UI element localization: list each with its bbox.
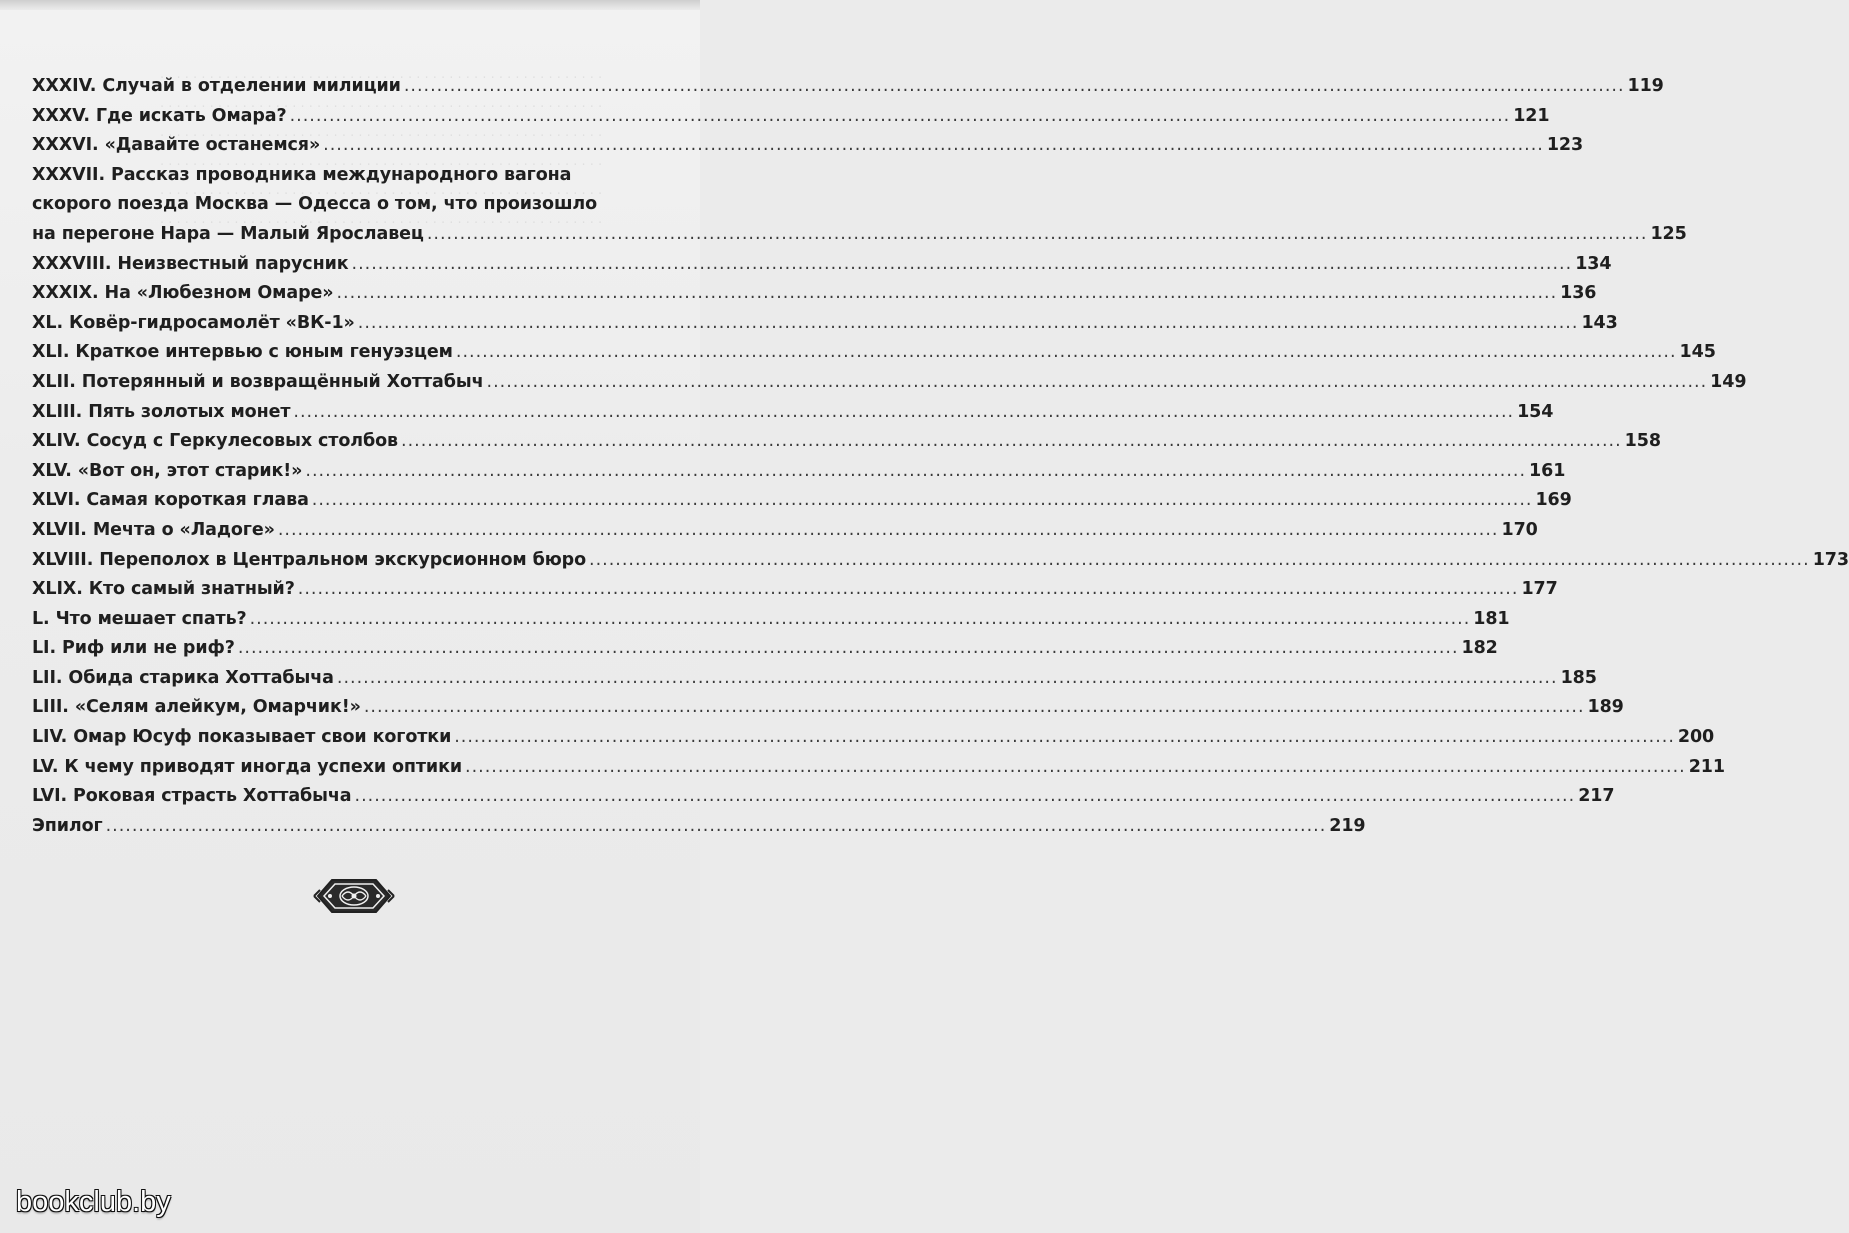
toc-dot-leader [358, 309, 1579, 339]
toc-entry [32, 72, 1664, 102]
toc-dot-leader [278, 516, 1499, 546]
toc-dot-leader [589, 546, 1810, 576]
toc-entry [32, 693, 1624, 723]
toc-page-number: 125 [1650, 223, 1687, 244]
toc-entry-last-line [32, 753, 1725, 783]
toc-entry [32, 664, 1597, 694]
toc-dot-leader [454, 723, 1675, 753]
toc-entry [32, 338, 1716, 368]
toc-entry [32, 279, 1597, 309]
toc-entry-last-line [32, 398, 1554, 428]
toc-page-number: 185 [1560, 667, 1597, 688]
toc-dot-leader [352, 250, 1573, 280]
toc-dot-leader [290, 102, 1511, 132]
toc-page-number: 219 [1329, 815, 1366, 836]
toc-entry-title: XXXIV. Случай в отделении милиции [32, 76, 401, 96]
toc-entry [32, 575, 1558, 605]
toc-page-number: 145 [1679, 342, 1716, 363]
toc-entry [32, 723, 1715, 753]
toc-page-number: 177 [1521, 579, 1558, 600]
toc-entry-last-line [32, 634, 1498, 664]
toc-entry-title-line: XXXVII. Рассказ проводника международного вагона [32, 164, 572, 185]
toc-page-number: 136 [1560, 283, 1597, 304]
toc-dot-leader [364, 693, 1585, 723]
show-through-text: . . . . . . . . . . . . . . . . . . . . . . . . . . . . . . . . . . . . . . . . . . . . . . . . . . . . . . . . . . . . . . . . . . . . . . . . . . . . . . . . . . . . . . . . . . . . . . . . . . . . . . . . . . . . . . . . . . . . . . . . . . . . . . . . . . . . . . . . . . . . . . . . . . . . . . . . . . . . . . . . . . . . . . . . . . . . . . . . . . . . . . . . . . . . . . . . . . . . . . . . . . . . . . . . . . . . . . . . . . . . . . . . . . . . . . . . . . . . . . . . . . . . . . . . . . . . . . . . . . . . . . . . . . . . . . . . . . . . . . . . . . . . . . . . . . . . . . . . . . . . . . . . . . . . . . . . . . . . . . . . . . . . [160, 67, 603, 227]
toc-entry-title: XXXVIII. Неизвестный парусник [32, 253, 349, 274]
toc-entry-title: XXXVI. «Давайте останемся» [32, 135, 321, 156]
toc-page-number: 169 [1535, 490, 1572, 511]
toc-entry-title: XLIII. Пять золотых монет [32, 401, 291, 422]
toc-entry-title-line: скорого поезда Москва — Одесса о том, что произошло [32, 194, 598, 215]
toc-entry-last-line [32, 575, 1558, 605]
toc-entry-title: LII. Обида старика Хоттабыча [32, 667, 334, 688]
toc-entry-last-line [32, 220, 1687, 250]
toc-entry [32, 161, 1687, 250]
toc-dot-leader [465, 753, 1686, 783]
toc-dot-leader [312, 486, 1533, 516]
toc-entry [32, 457, 1566, 487]
toc-page-number: 119 [1627, 76, 1664, 96]
toc-page-number: 181 [1473, 608, 1510, 629]
toc-entry-title: L. Что мешает спать? [32, 608, 247, 629]
toc-entry-title: LI. Риф или не риф? [32, 638, 235, 659]
toc-page-number: 189 [1587, 697, 1624, 718]
toc-entry-last-line [32, 427, 1661, 457]
toc-dot-leader [427, 220, 1648, 250]
toc-entry-last-line [32, 605, 1510, 635]
toc-entry-last-line [32, 693, 1624, 723]
toc-page-number: 134 [1575, 253, 1612, 274]
toc-page-number: 173 [1812, 549, 1849, 570]
toc-entry-last-line [32, 131, 1584, 161]
toc-entry-title: XLVIII. Переполох в Центральном экскурсионном бюро [32, 549, 587, 570]
toc-entry [32, 753, 1725, 783]
toc-dot-leader [323, 131, 1544, 161]
toc-entry-title: XL. Ковёр-гидросамолёт «ВК-1» [32, 312, 355, 333]
toc-entry-last-line [32, 664, 1597, 694]
toc-page-number: 121 [1513, 105, 1550, 126]
ornament-icon [312, 870, 396, 922]
toc-entry [32, 546, 1849, 576]
toc-dot-leader [337, 664, 1558, 694]
toc-entry [32, 131, 1584, 161]
toc-entry [32, 368, 1747, 398]
toc-entry-title: XLVI. Самая короткая глава [32, 490, 309, 511]
toc-entry-title: LIII. «Селям алейкум, Омарчик!» [32, 697, 361, 718]
toc-dot-leader [355, 782, 1576, 812]
toc-entry [32, 250, 1612, 280]
toc-entry [32, 634, 1498, 664]
toc-entry-title: XLI. Краткое интервью с юным генуэзцем [32, 342, 453, 363]
toc-entry-last-line [32, 309, 1618, 339]
toc-entry-last-line [32, 486, 1572, 516]
toc-entry-title: Эпилог [32, 815, 103, 836]
toc-dot-leader [250, 605, 1471, 635]
toc-page-number: 182 [1461, 638, 1498, 659]
toc-dot-leader [404, 72, 1625, 102]
toc-entry-last-line [32, 516, 1538, 546]
toc-entry-title: XXXV. Где искать Омара? [32, 105, 287, 126]
toc-entry [32, 102, 1550, 132]
toc-entry [32, 398, 1554, 428]
toc-page-number: 123 [1546, 135, 1584, 156]
toc-dot-leader [401, 427, 1622, 457]
toc-page-number: 158 [1624, 431, 1661, 452]
toc-entry [32, 309, 1618, 339]
toc-page-number: 154 [1517, 401, 1554, 422]
page-top-edge [0, 0, 700, 10]
toc-entry-last-line [32, 723, 1715, 753]
toc-entry-title: XLII. Потерянный и возвращённый Хоттабыч [32, 371, 484, 392]
toc-entry-title: XLV. «Вот он, этот старик!» [32, 460, 303, 481]
toc-entry-last-line [32, 102, 1550, 132]
toc-dot-leader [487, 368, 1708, 398]
toc-entry-last-line [32, 338, 1716, 368]
toc-page-number: 143 [1581, 312, 1618, 333]
toc-dot-leader [456, 338, 1677, 368]
toc-page-number: 200 [1677, 727, 1715, 748]
toc-page-number: 217 [1578, 786, 1615, 807]
toc-entry [32, 605, 1510, 635]
toc-entry-last-line [32, 250, 1612, 280]
toc-dot-leader [298, 575, 1519, 605]
toc-page-number: 170 [1501, 519, 1538, 540]
toc-entry-title: XLIX. Кто самый знатный? [32, 579, 295, 600]
toc-entry [32, 782, 1615, 812]
watermark: bookclub.by [16, 1186, 171, 1218]
toc-entry-title: XLVII. Мечта о «Ладоге» [32, 519, 275, 540]
toc-entry-last-line [32, 812, 1366, 842]
toc-page-number: 211 [1688, 756, 1725, 777]
toc-dot-leader [305, 457, 1526, 487]
toc-entry-title: XLIV. Сосуд с Геркулесовых столбов [32, 431, 398, 452]
toc-entry-title: на перегоне Нара — Малый Ярославец [32, 223, 424, 244]
toc-entry-last-line [32, 782, 1615, 812]
toc-page-number: 149 [1710, 371, 1747, 392]
toc-dot-leader [238, 634, 1459, 664]
toc-entry-last-line [32, 457, 1566, 487]
toc-entry-title: LVI. Роковая страсть Хоттабыча [32, 786, 352, 807]
toc-entry-last-line [32, 546, 1849, 576]
toc-dot-leader [106, 812, 1327, 842]
toc-dot-leader [293, 398, 1514, 428]
table-of-contents [32, 72, 1849, 841]
toc-entry-last-line [32, 279, 1597, 309]
toc-entry-title: LV. К чему приводят иногда успехи оптики [32, 756, 463, 777]
toc-entry [32, 812, 1366, 842]
toc-entry-last-line [32, 72, 1664, 102]
toc-entry-title: LIV. Омар Юсуф показывает свои коготки [32, 727, 452, 748]
toc-entry [32, 516, 1538, 546]
toc-dot-leader [336, 279, 1557, 309]
toc-page-number: 161 [1529, 460, 1566, 481]
toc-entry [32, 486, 1572, 516]
toc-entry-last-line [32, 368, 1747, 398]
toc-entry [32, 427, 1661, 457]
toc-entry-title: XXXIX. На «Любезном Омаре» [32, 283, 334, 304]
